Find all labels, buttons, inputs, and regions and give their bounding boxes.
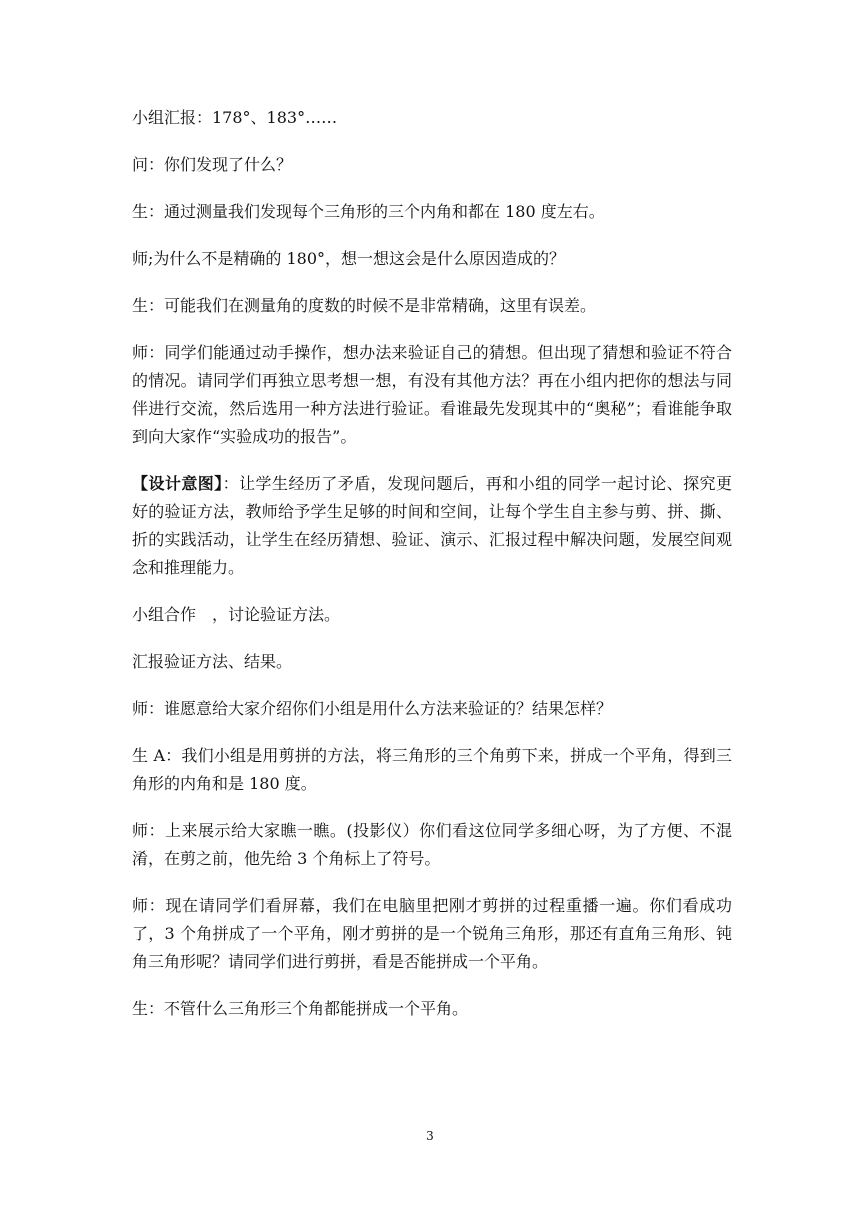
paragraph-11: 生 A：我们小组是用剪拼的方法，将三角形的三个角剪下来，拼成一个平角，得到三角形的内角和是 180 度。 [132, 746, 732, 793]
paragraph-2: 问：你们发现了什么？ [132, 155, 293, 174]
paragraph-14: 生：不管什么三角形三个角都能拼成一个平角。 [132, 999, 469, 1018]
paragraph-3: 生：通过测量我们发现每个三角形的三个内角和都在 180 度左右。 [132, 202, 605, 221]
paragraph-13: 师：现在请同学们看屏幕，我们在电脑里把刚才剪拼的过程重播一遍。你们看成功了，3 个角拼成了一个平角，刚才剪拼的是一个锐角三角形，那还有直角三角形、钝角三角形呢？请同学们进行剪拼，看是否能拼成一个平角。 [132, 896, 732, 971]
paragraph-5: 生：可能我们在测量角的度数的时候不是非常精确，这里有误差。 [132, 296, 597, 315]
paragraph-12: 师：上来展示给大家瞧一瞧。(投影仪）你们看这位同学多细心呀，为了方便、不混淆，在剪之前，他先给 3 个角标上了符号。 [132, 821, 732, 868]
design-intent-paragraph [132, 470, 732, 582]
paragraph-1: 小组汇报：178°、183°…… [132, 108, 338, 127]
paragraph-8: 小组合作 ，讨论验证方法。 [132, 605, 341, 624]
design-intent-label: 【设计意图】 [132, 474, 223, 493]
paragraph-9: 汇报验证方法、结果。 [132, 652, 293, 671]
paragraph-10: 师：谁愿意给大家介绍你们小组是用什么方法来验证的？结果怎样？ [132, 699, 613, 718]
document-body [132, 104, 732, 1042]
paragraph-4: 师;为什么不是精确的 180°，想一想这会是什么原因造成的？ [132, 249, 566, 268]
design-intent-text: ：让学生经历了矛盾，发现问题后，再和小组的同学一起讨论、探究更好的验证方法，教师给予学生足够的时间和空间，让每个学生自主参与剪、拼、撕、折的实践活动，让学生在经历猜想、验证、演示、汇报过程中解决问题，发展空间观念和推理能力。 [132, 474, 732, 577]
page-number: 3 [426, 1129, 434, 1143]
paragraph-6: 师：同学们能通过动手操作，想办法来验证自己的猜想。但出现了猜想和验证不符合的情况。请同学们再独立思考想一想，有没有其他方法？再在小组内把你的想法与同伴进行交流，然后选用一种方法进行验证。看谁最先发现其中的“奥秘”；看谁能争取到向大家作“实验成功的报告”。 [132, 343, 732, 446]
